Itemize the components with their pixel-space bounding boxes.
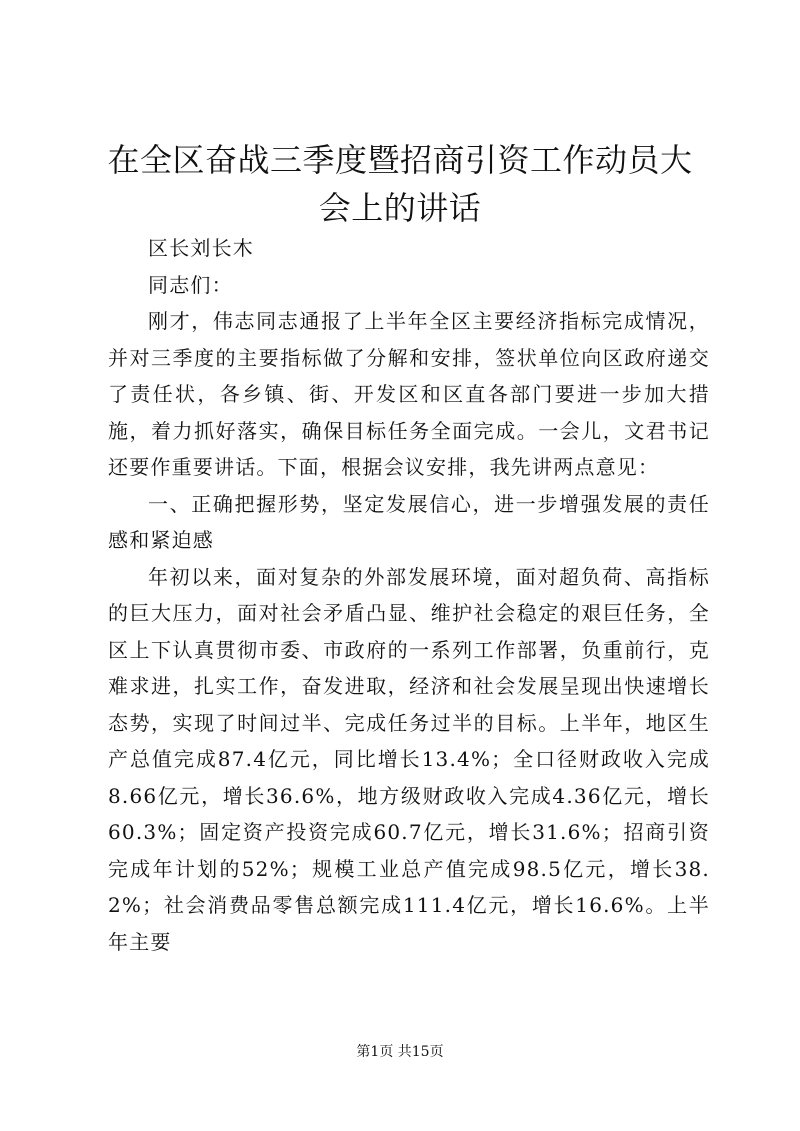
paragraph-economic-review: 年初以来，面对复杂的外部发展环境，面对超负荷、高指标的巨大压力，面对社会矛盾凸显、维护社会稳定的艰巨任务，全区上下认真贯彻市委、市政府的一系列工作部署，负重前行，克难求进，扎实工作，奋发进取，经济和社会发展呈现出快速增长态势，实现了时间过半、完成任务过半的目标。上半年，地区生产总值完成87.4亿元，同比增长13.4%；全口径财政收入完成8.66亿元，增长36.6%，地方级财政收入完成4.36亿元，增长60.3%；固定资产投资完成60.7亿元，增长31.6%；招商引资完成年计划的52%；规模工业总产值完成98.5亿元，增长38.2%；社会消费品零售总额完成111.4亿元，增长16.6%。上半年主要 xyxy=(108,564,710,954)
author-line: 区长刘长木 xyxy=(148,236,254,260)
salutation: 同志们： xyxy=(148,272,233,297)
document-body xyxy=(108,230,710,960)
document-title: 在全区奋战三季度暨招商引资工作动员大会上的讲话 xyxy=(107,141,693,227)
section-heading-1: 一、正确把握形势，坚定发展信心，进一步增强发展的责任感和紧迫感 xyxy=(108,491,710,552)
paragraph-opening: 刚才，伟志同志通报了上半年全区主要经济指标完成情况，并对三季度的主要指标做了分解和安排，签状单位向区政府递交了责任状，各乡镇、街、开发区和区直各部门要进一步加大措施，着力抓好落实，确保目标任务全面完成。一会儿，文君书记还要作重要讲话。下面，根据会议安排，我先讲两点意见： xyxy=(108,309,710,479)
page-footer: 第1页 共15页 xyxy=(356,1044,444,1060)
